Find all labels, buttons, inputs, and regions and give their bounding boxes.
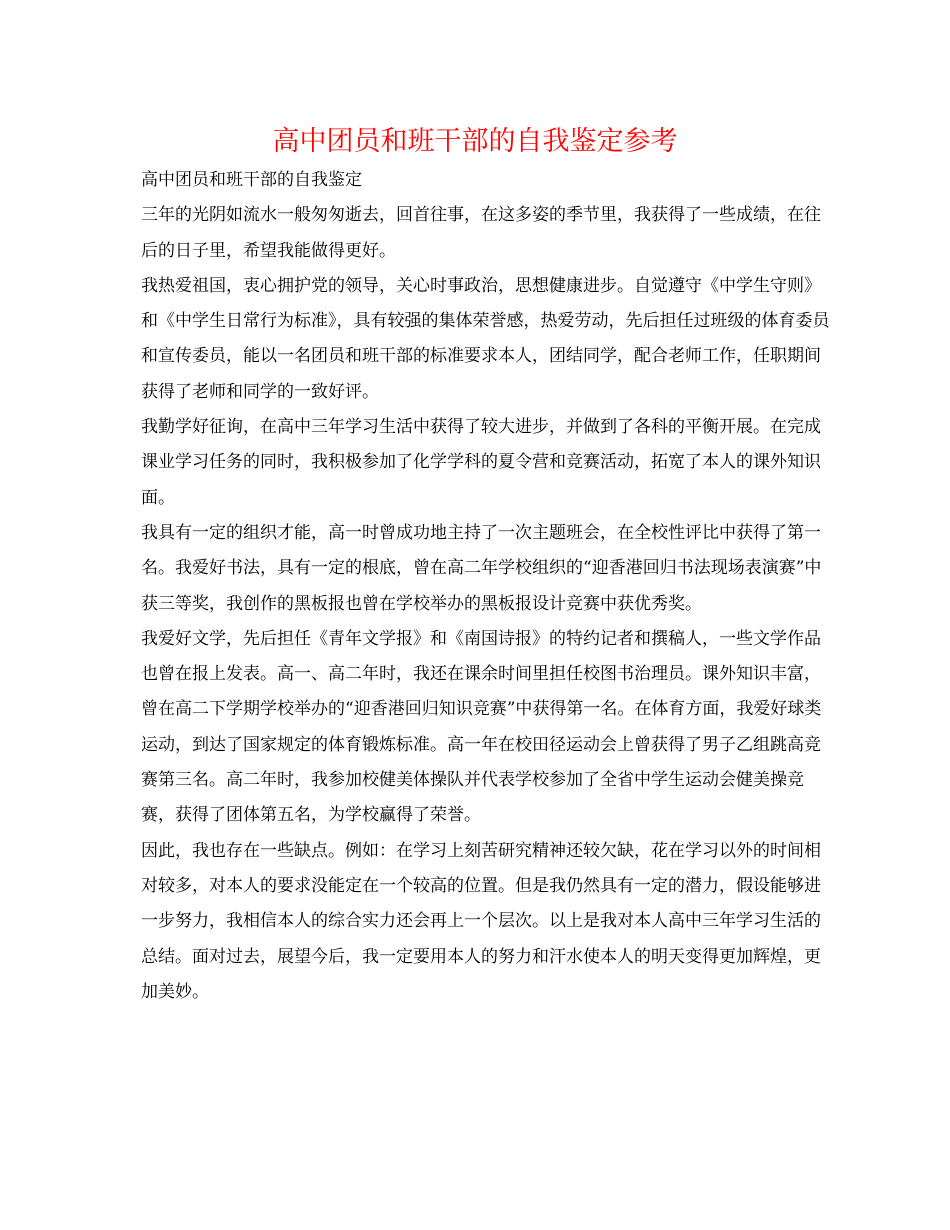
document-title: 高中团员和班干部的自我鉴定参考 [272,126,678,157]
paragraph: 我爱好文学，先后担任《青年文学报》和《南国诗报》的特约记者和撰稿人，一些文学作品也曾在报上发表。高一、高二年时，我还在课余时间里担任校图书治理员。课外知识丰富，曾在高二下学期学校举办的“迎香港回归知识竞赛”中获得第一名。在体育方面，我爱好球类运动，到达了国家规定的体育锻炼标准。高一年在校田径运动会上曾获得了男子乙组跳高竞赛第三名。高二年时，我参加校健美体操队并代表学校参加了全省中学生运动会健美操竞赛，获得了团体第五名，为学校赢得了荣誉。 [141,628,822,826]
paragraph: 我具有一定的组织才能，高一时曾成功地主持了一次主题班会，在全校性评比中获得了第一名。我爱好书法，具有一定的根底，曾在高二年学校组织的“迎香港回归书法现场表演赛”中获三等奖，我创作的黑板报也曾在学校举办的黑板报设计竞赛中获优秀奖。 [141,522,822,614]
paragraph: 三年的光阴如流水一般匆匆逝去，回首往事，在这多姿的季节里，我获得了一些成绩，在往后的日子里，希望我能做得更好。 [141,205,821,261]
paragraph: 我热爱祖国，衷心拥护党的领导，关心时事政治，思想健康进步。自觉遵守《中学生守则》和《中学生日常行为标准》，具有较强的集体荣誉感，热爱劳动，先后担任过班级的体育委员和宣传委员，能以一名团员和班干部的标准要求本人，团结同学，配合老师工作，任职期间获得了老师和同学的一致好评。 [141,275,830,402]
document-subtitle: 高中团员和班干部的自我鉴定 [141,170,362,190]
document-body [141,163,831,1010]
paragraph: 我勤学好征询，在高中三年学习生活中获得了较大进步，并做到了各科的平衡开展。在完成课业学习任务的同时，我积极参加了化学学科的夏令营和竞赛活动，拓宽了本人的课外知识面。 [141,417,821,508]
paragraph: 因此，我也存在一些缺点。例如：在学习上刻苦研究精神还较欠缺，花在学习以外的时间相对较多，对本人的要求没能定在一个较高的位置。但是我仍然具有一定的潜力，假设能够进一步努力，我相信本人的综合实力还会再上一个层次。以上是我对本人高中三年学习生活的总结。面对过去，展望今后，我一定要用本人的努力和汗水使本人的明天变得更加辉煌，更加美妙。 [141,840,821,1002]
